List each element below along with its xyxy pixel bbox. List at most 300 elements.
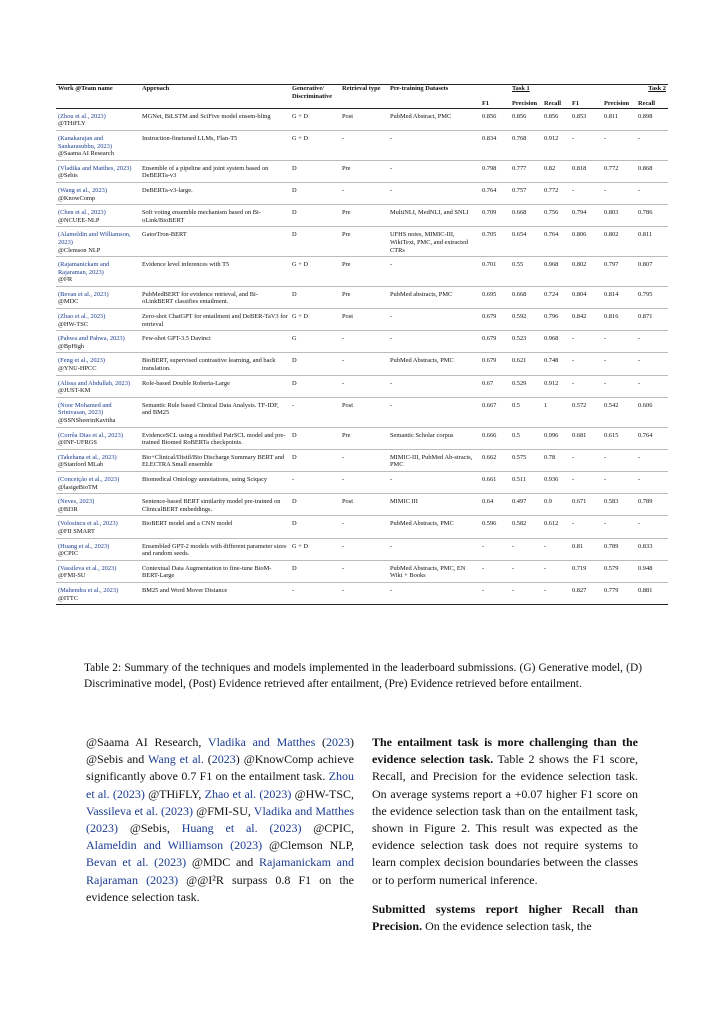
cell-t2p: -: [602, 471, 636, 493]
table-row: [56, 160, 668, 182]
cell-approach: Contextual Data Augmentation to fine-tune BioM-BERT-Large: [140, 560, 290, 582]
cell-t2f1: 0.806: [570, 227, 602, 257]
row-team: @CPIC: [58, 550, 79, 558]
cell-gen: G + D: [290, 257, 340, 287]
row-team: @NCUEE-NLP: [58, 216, 100, 224]
cell-approach: EvidenceSCL using a modified PairSCL model and pre-trained Biomed RoBERTa checkpoints.: [140, 427, 290, 449]
cell-t1f1: -: [480, 538, 510, 560]
table-caption: Table 2: Summary of the techniques and models implemented in the leaderboard submissions. (G) Generative model, (D) Discriminative model, (Post) Evidence retrieved after entailment, (Pre) Evidence retrieved before entailment.: [84, 662, 642, 690]
cell-ret: Post: [340, 108, 388, 130]
cell-t2r: -: [636, 375, 668, 397]
cell-work: [56, 397, 140, 427]
row-team: @KnowComp: [58, 194, 96, 202]
cell-work: [56, 331, 140, 353]
cell-t2f1: 0.81: [570, 538, 602, 560]
table-row: [56, 205, 668, 227]
cell-t2p: -: [602, 449, 636, 471]
table-row: [56, 227, 668, 257]
table-row: [56, 130, 668, 160]
cell-t1r: 0.724: [542, 286, 570, 308]
cell-approach: BM25 and Word Mover Distance: [140, 582, 290, 604]
cell-approach: Soft voting ensemble mechanism based on Bi-oLink/BioBERT: [140, 205, 290, 227]
cell-gen: D: [290, 353, 340, 375]
cell-t1f1: 0.67: [480, 375, 510, 397]
cell-t1r: 0.82: [542, 160, 570, 182]
cell-data: -: [388, 331, 480, 353]
cell-work: [56, 108, 140, 130]
cell-work: [56, 160, 140, 182]
table-row: [56, 353, 668, 375]
header-t2-f1: F1: [572, 100, 580, 108]
cell-t1f1: 0.709: [480, 205, 510, 227]
cell-t1r: -: [542, 582, 570, 604]
cell-t2r: -: [636, 516, 668, 538]
cell-approach: GatorTron-BERT: [140, 227, 290, 257]
cell-t2r: 0.898: [636, 108, 668, 130]
row-team: @THiFLY: [58, 120, 86, 128]
row-citation-link[interactable]: (Vassileva et al., 2023): [58, 564, 117, 572]
cell-approach: Ensembled GPT-2 models with different parameter sizes and random seeds.: [140, 538, 290, 560]
header-work: Work @Team name: [58, 85, 113, 92]
cell-work: [56, 582, 140, 604]
row-team: @Saama AI Research: [58, 150, 114, 158]
cell-t1f1: 0.64: [480, 494, 510, 516]
cell-gen: D: [290, 205, 340, 227]
row-citation-link[interactable]: (Pahwa and Pahwa, 2023): [58, 335, 125, 343]
row-citation-link[interactable]: (Zhou et al., 2023): [58, 112, 106, 120]
cell-ret: -: [340, 471, 388, 493]
row-citation-link[interactable]: (Feng et al., 2023): [58, 357, 106, 365]
cell-t1f1: 0.834: [480, 130, 510, 160]
cell-t2f1: 0.818: [570, 160, 602, 182]
cell-data: MIMIC-III, PubMed Ab-stracts, PMC: [388, 449, 480, 471]
cell-work: [56, 375, 140, 397]
cell-t1f1: 0.695: [480, 286, 510, 308]
cell-t1f1: -: [480, 582, 510, 604]
header-task2: Task 2: [648, 85, 667, 92]
cell-t1p: 0.592: [510, 309, 542, 331]
cell-approach: PubMedBERT for evidence retrieval, and Bi-oLinkBERT classifies entailment.: [140, 286, 290, 308]
row-citation-link[interactable]: (Vladika and Matthes, 2023): [58, 164, 132, 172]
row-citation-link[interactable]: (Volosincu et al., 2023): [58, 520, 118, 528]
citation-link[interactable]: Wang et al.: [148, 752, 204, 767]
cell-t2p: 0.802: [602, 227, 636, 257]
cell-t2r: 0.871: [636, 309, 668, 331]
row-citation-link[interactable]: (Noor Mohamed and Srinivasan, 2023): [58, 401, 112, 417]
cell-approach: Zero-shot ChatGPT for entailment and DeBER-TaV3 for retrieval: [140, 309, 290, 331]
cell-t2p: 0.542: [602, 397, 636, 427]
cell-gen: G + D: [290, 108, 340, 130]
cell-ret: -: [340, 582, 388, 604]
cell-t2r: 0.811: [636, 227, 668, 257]
row-team: @FII SMART: [58, 527, 95, 535]
row-team: @lasigeBioTM: [58, 483, 98, 491]
cell-t2f1: 0.794: [570, 205, 602, 227]
cell-ret: Pre: [340, 257, 388, 287]
cell-t2f1: -: [570, 182, 602, 204]
cell-t2f1: 0.671: [570, 494, 602, 516]
cell-t2f1: -: [570, 449, 602, 471]
cell-data: -: [388, 582, 480, 604]
cell-t1r: 0.968: [542, 331, 570, 353]
row-citation-link[interactable]: (Takehana et al., 2023): [58, 453, 117, 461]
cell-t1r: -: [542, 560, 570, 582]
citation-link[interactable]: Vladika and Matthes: [207, 735, 316, 749]
row-citation-link[interactable]: (Conceição et al., 2023): [58, 475, 120, 483]
header-t2-precision: Precision: [604, 100, 630, 108]
cell-work: [56, 182, 140, 204]
cell-data: PubMed abstracts, PMC: [388, 286, 480, 308]
cell-work: [56, 257, 140, 287]
cell-t1p: 0.511: [510, 471, 542, 493]
cell-work: [56, 309, 140, 331]
cell-t1f1: 0.679: [480, 353, 510, 375]
cell-t1f1: 0.856: [480, 108, 510, 130]
cell-work: [56, 353, 140, 375]
table-row: [56, 516, 668, 538]
cell-ret: Post: [340, 494, 388, 516]
cell-t2r: -: [636, 471, 668, 493]
row-team: @FMI-SU: [58, 572, 86, 580]
cell-t1p: -: [510, 582, 542, 604]
cell-data: -: [388, 309, 480, 331]
cell-t2p: -: [602, 331, 636, 353]
row-citation-link[interactable]: (Corrêa Dias et al., 2023): [58, 431, 123, 439]
table-header-row: [56, 85, 668, 101]
cell-t2f1: -: [570, 353, 602, 375]
cell-t2r: -: [636, 449, 668, 471]
row-team: @JUST-KM: [58, 387, 91, 395]
cell-t2r: -: [636, 130, 668, 160]
cell-t2p: -: [602, 516, 636, 538]
table-row: [56, 538, 668, 560]
cell-t1r: 0.78: [542, 449, 570, 471]
table-row: [56, 331, 668, 353]
cell-ret: Post: [340, 397, 388, 427]
cell-gen: G: [290, 331, 340, 353]
cell-approach: Role-based Double Roberta-Large: [140, 375, 290, 397]
cell-approach: Bio+Clinical/Distil/Bio Discharge Summary BERT and ELECTRA Small ensemble: [140, 449, 290, 471]
cell-t1f1: 0.705: [480, 227, 510, 257]
cell-data: MIMIC III: [388, 494, 480, 516]
citation-link[interactable]: Huang et al. (2023): [181, 821, 302, 836]
cell-gen: D: [290, 227, 340, 257]
row-team: @Clemson NLP: [58, 246, 101, 254]
cell-t1p: 0.5: [510, 427, 542, 449]
cell-t1f1: 0.798: [480, 160, 510, 182]
row-citation-link[interactable]: (Rajamanickam and Rajaraman, 2023): [58, 261, 110, 276]
right-column-text: [372, 734, 638, 947]
row-team: @SSNSheerinKavitha: [58, 417, 116, 424]
cell-work: [56, 286, 140, 308]
cell-ret: -: [340, 182, 388, 204]
cell-t2r: 0.786: [636, 205, 668, 227]
header-gen: Generative/ Discriminative: [292, 85, 333, 100]
cell-t1p: 0.654: [510, 227, 542, 257]
cell-ret: -: [340, 516, 388, 538]
table-row: [56, 582, 668, 604]
cell-t1p: 0.768: [510, 130, 542, 160]
row-citation-link[interactable]: (Mahendra et al., 2023): [58, 586, 119, 594]
cell-t1r: 0.612: [542, 516, 570, 538]
header-approach: Approach: [142, 85, 170, 92]
cell-t1p: 0.856: [510, 108, 542, 130]
cell-t2p: 0.579: [602, 560, 636, 582]
cell-work: [56, 494, 140, 516]
cell-t2r: -: [636, 331, 668, 353]
cell-approach: Evidence level inferences with T5: [140, 257, 290, 287]
cell-gen: -: [290, 582, 340, 604]
cell-ret: Pre: [340, 160, 388, 182]
citation-link[interactable]: Vladika and Matthes (2023): [86, 803, 354, 836]
cell-t2f1: -: [570, 516, 602, 538]
table-row: [56, 560, 668, 582]
row-citation-link[interactable]: (Alameldin and Williamson, 2023): [58, 231, 131, 246]
cell-t2f1: 0.853: [570, 108, 602, 130]
cell-t2p: -: [602, 375, 636, 397]
cell-approach: Biomedical Ontology annotations, using Sciqacy: [140, 471, 290, 493]
row-team: @HW-TSC: [58, 320, 89, 328]
cell-ret: Pre: [340, 227, 388, 257]
header-t2-recall: Recall: [638, 100, 656, 108]
cell-ret: -: [340, 560, 388, 582]
row-citation-link[interactable]: (Neves, 2023): [58, 498, 95, 506]
cell-t2p: 0.583: [602, 494, 636, 516]
cell-data: MultiNLI, MedNLI, and SNLI: [388, 205, 480, 227]
cell-t2f1: 0.719: [570, 560, 602, 582]
cell-t1r: 0.748: [542, 353, 570, 375]
cell-t1r: 0.936: [542, 471, 570, 493]
cell-t2r: -: [636, 182, 668, 204]
citation-link[interactable]: Alameldin and Williamson (2023): [86, 838, 263, 853]
citation-link[interactable]: Zhao et al. (2023): [204, 786, 292, 801]
row-team: @ITTC: [58, 594, 79, 602]
row-team: @MDC: [58, 298, 79, 306]
cell-ret: -: [340, 130, 388, 160]
row-citation-link[interactable]: (Huang et al., 2023): [58, 542, 110, 550]
row-citation-link[interactable]: (Kanakarajan and Sankarasubbu, 2023): [58, 134, 112, 150]
cell-gen: D: [290, 427, 340, 449]
cell-t1p: 0.582: [510, 516, 542, 538]
table-row: [56, 108, 668, 130]
cell-data: UFHS notes, MIMIC-III, WikiText, PMC, and extracted CTRs: [388, 227, 480, 257]
cell-data: PubMed Abstracts, PMC: [388, 353, 480, 375]
cell-data: PubMed Abstracts, PMC, EN Wiki + Books: [388, 560, 480, 582]
cell-t2f1: -: [570, 471, 602, 493]
cell-t1f1: 0.667: [480, 397, 510, 427]
cell-gen: G + D: [290, 130, 340, 160]
results-table: [56, 84, 668, 605]
row-team: @I²R: [58, 276, 73, 284]
row-citation-link[interactable]: (Zhao et al., 2023): [58, 313, 106, 321]
cell-data: -: [388, 257, 480, 287]
cell-t1p: 0.523: [510, 331, 542, 353]
cell-t1r: 0.856: [542, 108, 570, 130]
cell-work: [56, 560, 140, 582]
cell-t1r: 0.772: [542, 182, 570, 204]
cell-t2f1: 0.572: [570, 397, 602, 427]
cell-t2r: 0.789: [636, 494, 668, 516]
row-citation-link[interactable]: (Bevan et al., 2023): [58, 290, 109, 298]
cell-t2r: 0.764: [636, 427, 668, 449]
paragraph-entailment: The entailment task is more challenging than the evidence selection task. Table 2 shows the F1 score, Recall, and Precision for the evidence selection task. On average systems report a +0.07 higher F1 score on the evidence selection task than on the entailment task, shown in Figure 2. This result was expected as the evidence selection task does not require systems to learn complex decision boundaries between the classes or to perform numerical inference.: [372, 735, 639, 887]
cell-ret: -: [340, 353, 388, 375]
cell-t2r: 0.606: [636, 397, 668, 427]
cell-t1f1: 0.596: [480, 516, 510, 538]
cell-t2f1: -: [570, 375, 602, 397]
cell-work: [56, 427, 140, 449]
citation-link[interactable]: Vassileva et al. (2023): [86, 803, 194, 818]
header-datasets: Pre-training Datasets: [390, 85, 449, 92]
cell-ret: -: [340, 375, 388, 397]
cell-t1f1: 0.662: [480, 449, 510, 471]
cell-t2p: 0.811: [602, 108, 636, 130]
cell-ret: -: [340, 331, 388, 353]
table-row: [56, 309, 668, 331]
cell-t1r: 0.912: [542, 375, 570, 397]
table-row: [56, 494, 668, 516]
cell-t1f1: 0.701: [480, 257, 510, 287]
cell-t2f1: 0.804: [570, 286, 602, 308]
citation-link[interactable]: Rajamanickam and Rajaraman (2023): [86, 855, 355, 887]
cell-data: -: [388, 182, 480, 204]
row-team: @Stanford MLab: [58, 461, 104, 469]
cell-data: Semantic Scholar corpus: [388, 427, 480, 449]
citation-year-link[interactable]: 2023: [326, 735, 350, 749]
cell-t1p: -: [510, 538, 542, 560]
cell-t1r: 0.968: [542, 257, 570, 287]
cell-t2r: 0.795: [636, 286, 668, 308]
cell-t1f1: 0.679: [480, 309, 510, 331]
cell-approach: Semantic Rule based Clinical Data Analysis. TF-IDF, and BM25: [140, 397, 290, 427]
cell-work: [56, 516, 140, 538]
results-table-wrapper: [56, 84, 668, 605]
table-row: [56, 375, 668, 397]
cell-work: [56, 130, 140, 160]
table-row: [56, 182, 668, 204]
cell-t2f1: 0.842: [570, 309, 602, 331]
table-row: [56, 286, 668, 308]
cell-t1r: 0.764: [542, 227, 570, 257]
cell-ret: Pre: [340, 205, 388, 227]
cell-t1r: 0.912: [542, 130, 570, 160]
cell-data: -: [388, 160, 480, 182]
cell-approach: BioBERT model and a CNN model: [140, 516, 290, 538]
table-row: [56, 397, 668, 427]
cell-t2r: 0.807: [636, 257, 668, 287]
cell-t2r: 0.948: [636, 560, 668, 582]
cell-work: [56, 538, 140, 560]
citation-year-link[interactable]: 2023: [211, 752, 236, 767]
cell-t1f1: 0.661: [480, 471, 510, 493]
row-citation-link[interactable]: (Alissa and Abdullah, 2023): [58, 379, 131, 387]
cell-ret: Pre: [340, 427, 388, 449]
cell-t2p: 0.797: [602, 257, 636, 287]
cell-t2p: -: [602, 353, 636, 375]
table-row: [56, 471, 668, 493]
header-t1-precision: Precision: [512, 100, 538, 108]
cell-approach: BioBERT, supervised contrastive learning, and back translation.: [140, 353, 290, 375]
cell-t1p: 0.5: [510, 397, 542, 427]
cell-data: -: [388, 375, 480, 397]
citation-link[interactable]: Bevan et al. (2023): [86, 855, 187, 870]
cell-t1r: 0.756: [542, 205, 570, 227]
cell-ret: Pre: [340, 286, 388, 308]
cell-t2r: 0.833: [636, 538, 668, 560]
table-body: [56, 108, 668, 604]
cell-gen: D: [290, 286, 340, 308]
row-team: @BpHigh: [58, 342, 85, 350]
paragraph-recall: Submitted systems report higher Recall than Precision. On the evidence selection task, the: [372, 901, 638, 934]
citation-link[interactable]: Zhou et al. (2023): [86, 769, 354, 801]
cell-t2p: 0.772: [602, 160, 636, 182]
table-row: [56, 427, 668, 449]
header-t1-recall: Recall: [544, 100, 562, 108]
cell-t1p: 0.668: [510, 205, 542, 227]
row-citation-link[interactable]: (Wang et al., 2023): [58, 186, 107, 194]
cell-t1p: 0.497: [510, 494, 542, 516]
table-subheader-row: [56, 100, 668, 108]
cell-work: [56, 449, 140, 471]
cell-t1f1: 0.764: [480, 182, 510, 204]
paragraph-heading: Submitted systems report higher Recall than Precision.: [372, 901, 638, 934]
cell-gen: D: [290, 160, 340, 182]
cell-t2p: 0.789: [602, 538, 636, 560]
cell-work: [56, 205, 140, 227]
cell-t2p: -: [602, 182, 636, 204]
cell-t2r: 0.868: [636, 160, 668, 182]
cell-approach: Sentence-based BERT similarity model pre-trained on ClinicalBERT embeddings.: [140, 494, 290, 516]
cell-t1r: 0.9: [542, 494, 570, 516]
table-row: [56, 257, 668, 287]
cell-t1r: 0.796: [542, 309, 570, 331]
cell-gen: G + D: [290, 309, 340, 331]
cell-data: PubMed Abstracts, PMC: [388, 516, 480, 538]
cell-t2f1: 0.827: [570, 582, 602, 604]
cell-t1f1: -: [480, 560, 510, 582]
cell-data: -: [388, 538, 480, 560]
row-team: @Sebis: [58, 172, 78, 180]
cell-t2p: -: [602, 130, 636, 160]
cell-t2f1: 0.681: [570, 427, 602, 449]
cell-t1p: 0.575: [510, 449, 542, 471]
row-team: @BI3R: [58, 505, 78, 513]
cell-t1f1: 0.679: [480, 331, 510, 353]
cell-t2p: 0.803: [602, 205, 636, 227]
cell-work: [56, 227, 140, 257]
cell-gen: D: [290, 182, 340, 204]
cell-gen: D: [290, 494, 340, 516]
cell-t2p: 0.816: [602, 309, 636, 331]
cell-gen: G + D: [290, 538, 340, 560]
row-citation-link[interactable]: (Chen et al., 2023): [58, 209, 106, 217]
cell-gen: D: [290, 516, 340, 538]
cell-t1r: -: [542, 538, 570, 560]
cell-gen: D: [290, 449, 340, 471]
cell-ret: -: [340, 449, 388, 471]
cell-t2p: 0.814: [602, 286, 636, 308]
cell-work: [56, 471, 140, 493]
cell-gen: -: [290, 471, 340, 493]
paragraph-heading: The entailment task is more challenging than the evidence selection task.: [372, 735, 638, 767]
cell-t2r: -: [636, 353, 668, 375]
cell-gen: D: [290, 375, 340, 397]
cell-t1r: 0.996: [542, 427, 570, 449]
cell-t1p: 0.55: [510, 257, 542, 287]
cell-t1f1: 0.666: [480, 427, 510, 449]
cell-data: PubMed Abstract, PMC: [388, 108, 480, 130]
cell-gen: D: [290, 560, 340, 582]
